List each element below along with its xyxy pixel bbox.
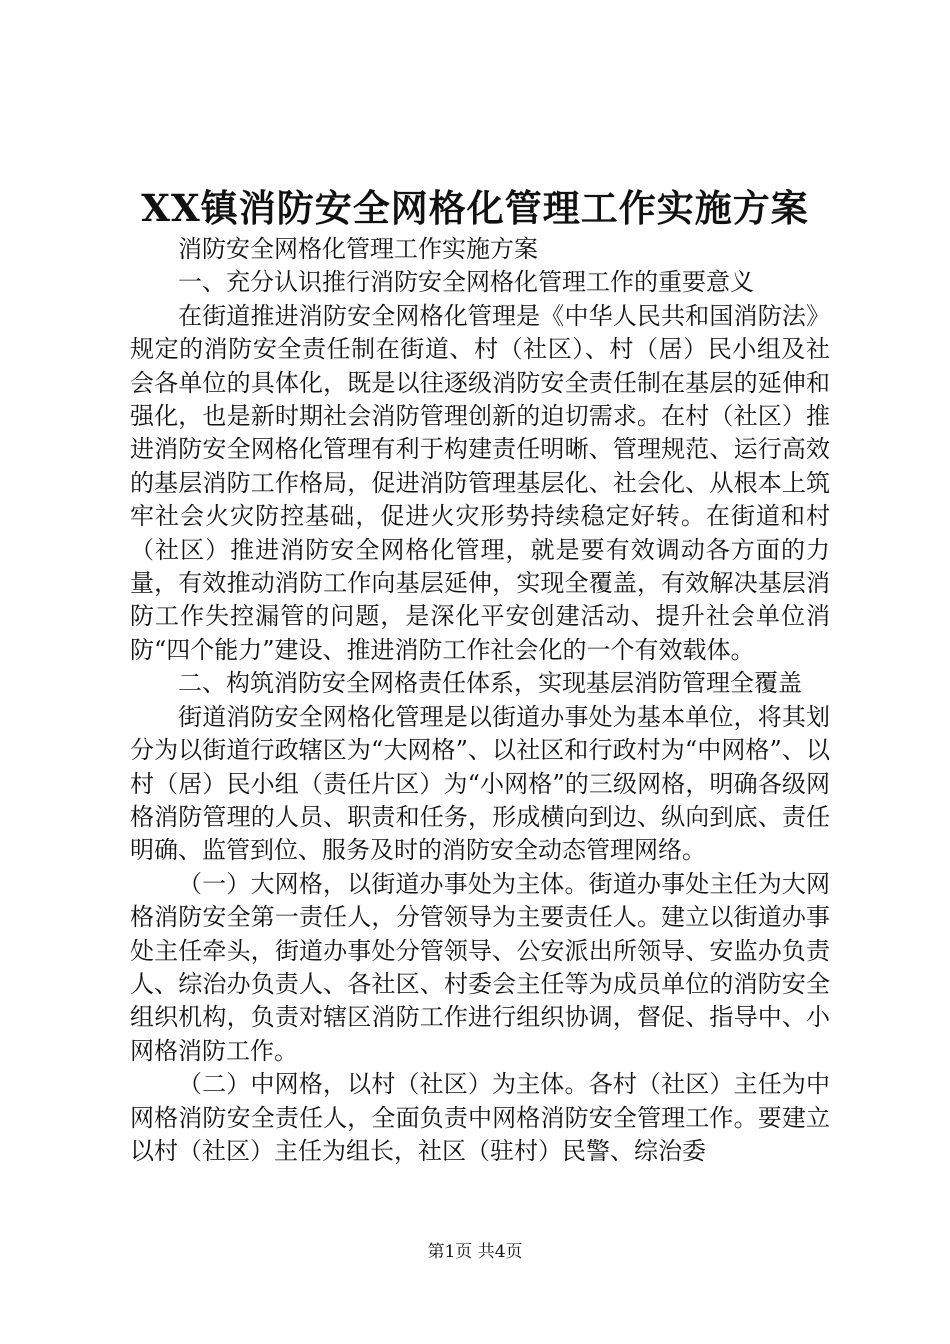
- paragraph: 在街道推进消防安全网格化管理是《中华人民共和国消防法》规定的消防安全责任制在街道、村（社区）、村（居）民小组及社会各单位的具体化，既是以往逐级消防安全责任制在基层的延伸和强化，也是新时期社会消防管理创新的迫切需求。在村（社区）推进消防安全网格化管理有利于构建责任明晰、管理规范、运行高效的基层消防工作格局，促进消防管理基层化、社会化、从根本上筑牢社会火灾防控基础，促进火灾形势持续稳定好转。在街道和村（社区）推进消防安全网格化管理，就是要有效调动各方面的力量，有效推动消防工作向基层延伸，实现全覆盖，有效解决基层消防工作失控漏管的问题，是深化平安创建活动、提升社会单位消防“四个能力”建设、推进消防工作社会化的一个有效载体。: [130, 301, 830, 664]
- document-body: [130, 233, 830, 1168]
- paragraph: 消防安全网格化管理工作实施方案: [178, 235, 538, 263]
- section-heading: 二、构筑消防安全网格责任体系，实现基层消防管理全覆盖: [178, 669, 802, 698]
- section-heading: 一、充分认识推行消防安全网格化管理工作的重要意义: [178, 268, 754, 297]
- paragraph: （二）中网格，以村（社区）为主体。各村（社区）主任为中网格消防安全责任人，全面负责中网格消防安全管理工作。要建立以村（社区）主任为组长，社区（驻村）民警、综治委: [130, 1070, 830, 1165]
- paragraph: 街道消防安全网格化管理是以街道办事处为基本单位，将其划分为以街道行政辖区为“大网格”、以社区和行政村为“中网格”、以村（居）民小组（责任片区）为“小网格”的三级网格，明确各级网格消防管理的人员、职责和任务，形成横向到边、纵向到底、责任明确、监管到位、服务及时的消防安全动态管理网络。: [130, 702, 830, 865]
- page-footer: 第1页 共4页: [427, 1242, 523, 1262]
- document-title: XX镇消防安全网格化管理工作实施方案: [141, 186, 809, 230]
- paragraph: （一）大网格，以街道办事处为主体。街道办事处主任为大网格消防安全第一责任人，分管领导为主要责任人。建立以街道办事处主任牵头，街道办事处分管领导、公安派出所领导、安监办负责人、综治办负责人、各社区、村委会主任等为成员单位的消防安全组织机构，负责对辖区消防工作进行组织协调，督促、指导中、小网格消防工作。: [130, 869, 830, 1065]
